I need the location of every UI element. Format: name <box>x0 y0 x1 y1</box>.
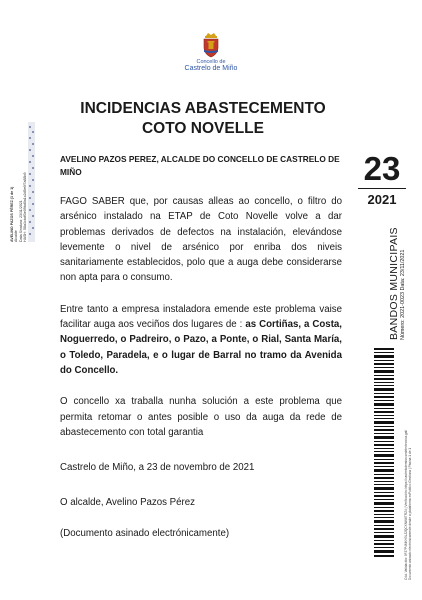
bando-number: 23 <box>363 150 401 187</box>
validation-line-2: Documento asinado electrónicamente desde a plataforma esPublico Gestiona | Páxina 1 de 1 <box>408 447 412 580</box>
validation-line-1: Cód. Validación: 9FJ7P4MKH3LJ2QCXNW6TRZ4 | Verificación: https://castrelodemino.sedelectronica.gal/ <box>404 429 408 580</box>
bando-year: 2021 <box>367 192 397 207</box>
paragraph-2 <box>60 302 342 378</box>
title-line-1: INCIDENCIAS ABASTECEMENTO <box>80 100 326 117</box>
bandos-label: BANDOS MUNICIPAIS <box>388 227 400 340</box>
place-date: Castrelo de Miño, a 23 de novembro de 2021 <box>60 462 255 473</box>
header-logo <box>170 32 252 73</box>
validation-footer <box>404 340 412 580</box>
org-line-2: Castrelo de Miño <box>184 65 238 72</box>
signature-stamp <box>8 120 36 244</box>
document-body <box>60 194 342 456</box>
paragraph-3: O concello xa traballa nunha solución a este problema que permita retomar o antes posible o uso da auga da rede de abastecemento con total garantia <box>60 396 342 438</box>
signoff: O alcalde, Avelino Pazos Pérez <box>60 497 195 508</box>
paragraph-2-intro: Entre tanto a empresa instaladora emende este problema vaise facilitar auga aos veciños dos lugares de : <box>60 303 342 331</box>
number-divider <box>358 188 406 189</box>
coat-of-arms-icon <box>201 32 221 58</box>
paragraph-1: FAGO SABER que, por causas alleas ao concello, o filtro do arsénico instalado na ETAP de Coto Novelle volve a dar problemas derivados de defectos na instalación, elevándose levemente o nivel de arsénico por enriba dos niveis sanitariamente establecidos, polo que a auga debe considerarse non apta para o consumo. <box>60 196 342 284</box>
stamp-role: Alcalde <box>14 230 19 242</box>
signer-line-2: MIÑO <box>60 167 82 177</box>
stamp-text <box>10 118 27 242</box>
org-line-1: Concello de <box>196 59 226 65</box>
stamp-date: Data Sinatura: 23/11/2021 <box>18 200 23 242</box>
title-line-2: COTO NOVELLE <box>141 120 264 137</box>
signer-heading <box>60 153 350 179</box>
bandos-label-block <box>388 200 407 340</box>
signed-note: (Documento asinado electrónicamente) <box>60 528 230 539</box>
stamp-signer: AVELINO PAZOS PÉREZ (1 de 1) <box>10 186 14 242</box>
stamp-pattern <box>28 122 35 242</box>
paragraph-2-places: as Cortiñas, a Costa, Noguerredo, o Padreiro, o Pazo, a Ponte, o Rial, Santa María, o Toledo, Paradela, e o lugar de Barral no tramo da Avenida do Concello. <box>60 319 342 376</box>
bandos-meta: Número: 2021-0023 Data: 23/11/2021 <box>400 249 406 340</box>
document-title <box>62 99 344 139</box>
signer-line-1: AVELINO PAZOS PEREZ, ALCALDE DO CONCELLO DE CASTRELO DE <box>60 154 340 164</box>
barcode-icon <box>374 348 394 558</box>
stamp-hash: HASH: 58a1cbdf3e09bd0a1c2d5e6f7a88b9 <box>22 172 27 242</box>
